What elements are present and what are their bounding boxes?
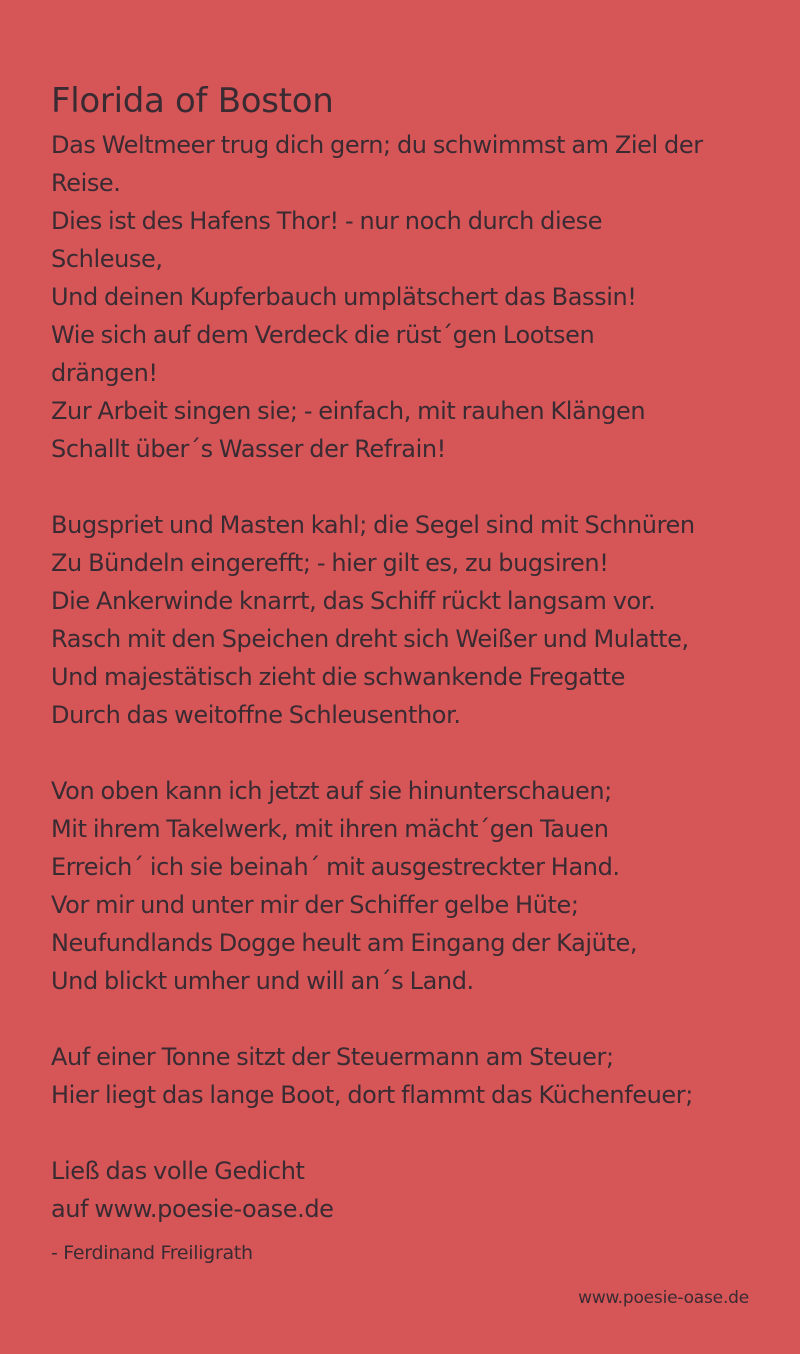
poem-line: Wie sich auf dem Verdeck die rüst´gen Lootsen — [51, 321, 595, 349]
stanza-2 — [51, 506, 759, 734]
cta-link[interactable]: auf www.poesie-oase.de — [51, 1195, 334, 1223]
poem-line: Reise. — [51, 169, 121, 197]
poem-line: Bugspriet und Masten kahl; die Segel sind mit Schnüren — [51, 511, 695, 539]
poem-line: Zur Arbeit singen sie; - einfach, mit rauhen Klängen — [51, 397, 646, 425]
stanza-3 — [51, 772, 759, 1000]
poem-line: Von oben kann ich jetzt auf sie hinunterschauen; — [51, 777, 612, 805]
poem-line: Und majestätisch zieht die schwankende Fregatte — [51, 663, 625, 691]
poem-line: Schleuse, — [51, 245, 163, 273]
poem-body — [51, 126, 759, 1152]
poem-title: Florida of Boston — [51, 80, 334, 121]
poem-line: Auf einer Tonne sitzt der Steuermann am Steuer; — [51, 1043, 614, 1071]
poem-line: Mit ihrem Takelwerk, mit ihren mächt´gen Tauen — [51, 815, 609, 843]
poem-line: Erreich´ ich sie beinah´ mit ausgestreckter Hand. — [51, 853, 620, 881]
poem-line: Und deinen Kupferbauch umplätschert das Bassin! — [51, 283, 637, 311]
footer-website-link[interactable]: www.poesie-oase.de — [578, 1288, 749, 1308]
stanza-4 — [51, 1038, 759, 1114]
poem-line: Neufundlands Dogge heult am Eingang der Kajüte, — [51, 929, 638, 957]
author-credit: - Ferdinand Freiligrath — [51, 1242, 253, 1264]
poem-line: Hier liegt das lange Boot, dort flammt das Küchenfeuer; — [51, 1081, 693, 1109]
cta-line: Ließ das volle Gedicht — [51, 1157, 305, 1185]
poem-line: Zu Bündeln eingerefft; - hier gilt es, zu bugsiren! — [51, 549, 609, 577]
poem-line: Durch das weitoffne Schleusenthor. — [51, 701, 461, 729]
poem-line: Dies ist des Hafens Thor! - nur noch durch diese — [51, 207, 603, 235]
read-full-poem-note — [51, 1152, 334, 1228]
poem-line: Vor mir und unter mir der Schiffer gelbe Hüte; — [51, 891, 579, 919]
stanza-1 — [51, 126, 759, 468]
poem-line: Die Ankerwinde knarrt, das Schiff rückt langsam vor. — [51, 587, 656, 615]
poem-line: Und blickt umher und will an´s Land. — [51, 967, 474, 995]
poem-line: Schallt über´s Wasser der Refrain! — [51, 435, 446, 463]
poem-line: drängen! — [51, 359, 158, 387]
poem-line: Das Weltmeer trug dich gern; du schwimmst am Ziel der — [51, 131, 703, 159]
poem-line: Rasch mit den Speichen dreht sich Weißer und Mulatte, — [51, 625, 689, 653]
